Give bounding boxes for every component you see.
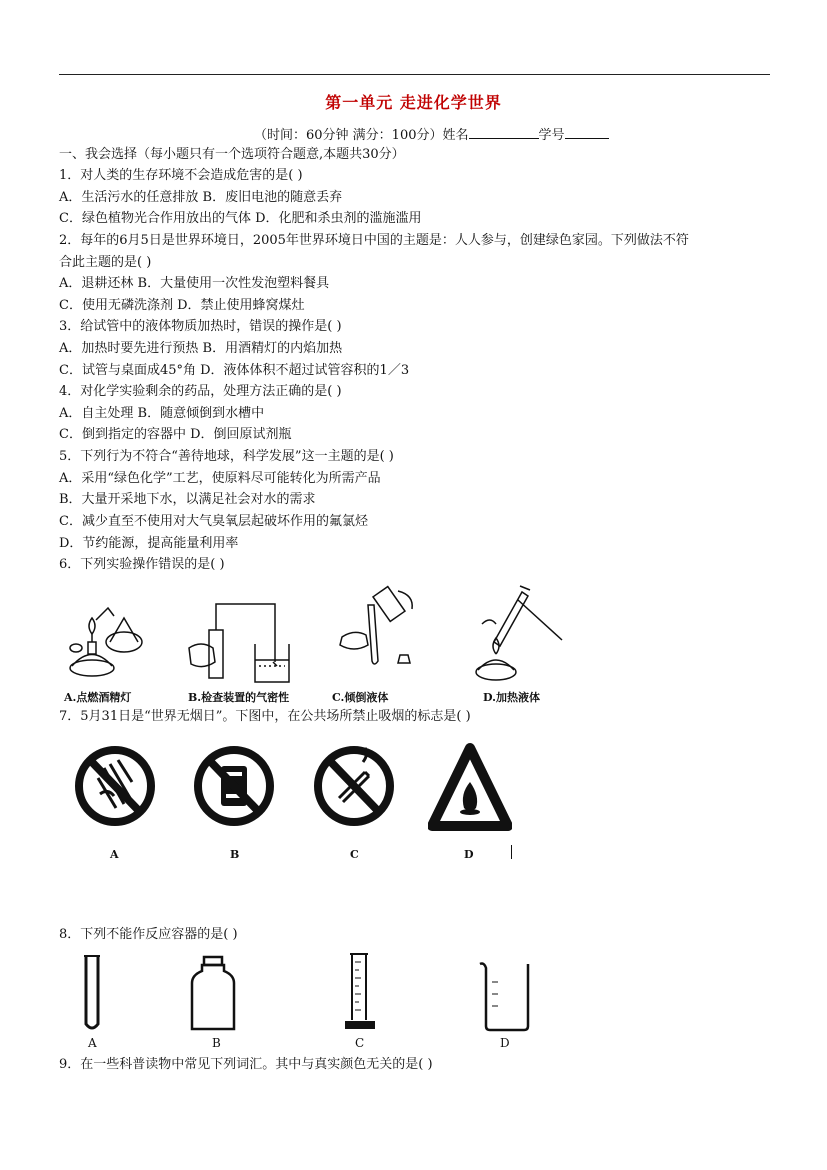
q8-label-b: B: [212, 1036, 221, 1050]
section-heading: 一、我会选择（每小题只有一个选项符合题意,本题共30分）: [59, 147, 405, 162]
q7-label-b: B: [230, 848, 240, 861]
name-blank: [469, 126, 539, 139]
q7-label-a: A: [110, 848, 119, 861]
test-tube-figure: [80, 952, 104, 1034]
q3-stem: 3．给试管中的液体物质加热时，错误的操作是( ): [59, 319, 342, 334]
meta-mid: 学号: [538, 128, 565, 143]
q2-options-cd: C．使用无磷洗涤剂 D．禁止使用蜂窝煤灶: [59, 298, 305, 313]
q5-option-d: D．节约能源，提高能量利用率: [59, 536, 239, 551]
q4-options-ab: A．自主处理 B．随意倾倒到水槽中: [59, 406, 265, 421]
flammable-warning-sign-d: [428, 742, 512, 834]
heating-liquid-figure: [462, 580, 567, 685]
q1-stem: 1．对人类的生存环境不会造成危害的是( ): [59, 168, 303, 183]
q2-stem-2: 合此主题的是( ): [59, 255, 152, 270]
q4-stem: 4．对化学实验剩余的药品，处理方法正确的是( ): [59, 384, 342, 399]
graduated-cylinder-figure: [342, 950, 378, 1034]
q7-label-d: D: [464, 848, 474, 861]
student-id-blank: [565, 126, 609, 139]
q5-option-c: C．减少直至不使用对大气臭氧层起破坏作用的氟氯烃: [59, 514, 368, 529]
q6-caption-a: A.点燃酒精灯: [64, 691, 132, 704]
top-rule: [59, 74, 770, 75]
q9-stem: 9．在一些科普读物中常见下列词汇。其中与真实颜色无关的是( ): [59, 1057, 433, 1072]
q3-options-ab: A．加热时要先进行预热 B．用酒精灯的内焰加热: [59, 341, 343, 356]
beaker-figure: [478, 960, 534, 1032]
q7-label-c: C: [350, 848, 359, 861]
q6-caption-b: B.检查装置的气密性: [188, 691, 290, 704]
q6-stem: 6．下列实验操作错误的是( ): [59, 557, 225, 572]
no-smoking-sign-b: [193, 738, 275, 832]
exam-meta: [254, 124, 609, 143]
q6-caption-d: D.加热液体: [483, 691, 540, 704]
reagent-bottle-figure: [188, 955, 238, 1033]
q2-stem-1: 2．每年的6月5日是世界环境日，2005年世界环境日中国的主题是：人人参与，创建绿色家园。下列做法不符: [59, 233, 689, 248]
q1-options-cd: C．绿色植物光合作用放出的气体 D．化肥和杀虫剂的滥施滥用: [59, 211, 422, 226]
q8-stem: 8．下列不能作反应容器的是( ): [59, 927, 238, 942]
q5-option-b: B．大量开采地下水，以满足社会对水的需求: [59, 492, 316, 507]
text-cursor-mark: [511, 845, 512, 859]
no-smoking-sign-a: [74, 738, 156, 832]
q5-option-a: A．采用“绿色化学”工艺，使原料尽可能转化为所需产品: [59, 471, 381, 486]
q7-stem: 7．5月31日是“世界无烟日”。下图中，在公共场所禁止吸烟的标志是( ): [59, 709, 471, 724]
alcohol-lamp-lighting-figure: [62, 598, 152, 686]
pouring-liquid-figure: [328, 585, 423, 685]
meta-prefix: （时间：60分钟 满分：100分）姓名: [254, 128, 469, 143]
airtightness-check-figure: [185, 600, 295, 688]
no-smoking-sign-c: [313, 738, 395, 832]
q3-options-cd: C．试管与桌面成45°角 D．液体体积不超过试管容积的1／3: [59, 363, 410, 378]
q1-options-ab: A．生活污水的任意排放 B．废旧电池的随意丢弃: [59, 190, 343, 205]
q8-label-a: A: [88, 1036, 97, 1050]
q8-label-d: D: [500, 1036, 510, 1050]
page-title: 第一单元 走进化学世界: [325, 93, 502, 112]
q6-caption-c: C.倾倒液体: [332, 691, 389, 704]
q4-options-cd: C．倒到指定的容器中 D．倒回原试剂瓶: [59, 427, 292, 442]
q2-options-ab: A．退耕还林 B．大量使用一次性发泡塑料餐具: [59, 276, 330, 291]
q8-label-c: C: [355, 1036, 365, 1050]
q5-stem: 5．下列行为不符合“善待地球，科学发展”这一主题的是( ): [59, 449, 394, 464]
